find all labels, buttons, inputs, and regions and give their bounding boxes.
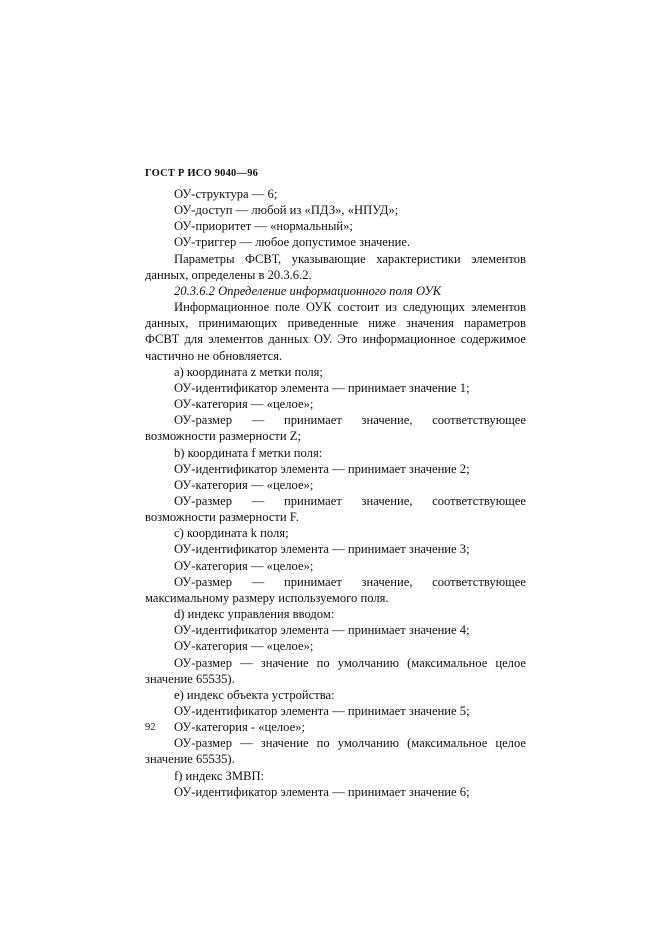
paragraph: ОУ-размер — принимает значение, соответствующее максимальному размеру используемого поля.: [145, 574, 526, 605]
paragraph: Информационное поле ОУК состоит из следующих элементов данных, принимающих приведенные ниже значения параметров ФСВТ для элементов данных ОУ. Это информационное содержимое частично не обновляется.: [145, 300, 526, 363]
paragraph: ОУ-идентификатор элемента — принимает значение 4;: [174, 623, 470, 638]
paragraph: ОУ-категория — «целое»;: [174, 558, 314, 573]
paragraph: ОУ-идентификатор элемента — принимает значение 2;: [174, 461, 470, 476]
paragraph: ОУ-категория - «целое»;: [174, 720, 305, 735]
paragraph: ОУ-идентификатор элемента — принимает значение 3;: [174, 542, 470, 557]
paragraph: ОУ-структура — 6;: [174, 187, 278, 201]
paragraph: ОУ-размер — принимает значение, соответствующее возможности размерности Z;: [145, 413, 526, 444]
page-body: [145, 186, 526, 800]
paragraph: ОУ-размер — принимает значение, соответствующее возможности размерности F.: [145, 493, 526, 525]
list-item: d) индекс управления вводом:: [174, 607, 335, 622]
paragraph: ОУ-доступ — любой из «ПДЗ», «НПУД»;: [174, 203, 399, 218]
paragraph: ОУ-приоритет — «нормальный»;: [174, 219, 353, 234]
paragraph: ОУ-размер — значение по умолчанию (максимальное целое значение 65535).: [145, 736, 526, 767]
paragraph: ОУ-размер — значение по умолчанию (максимальное целое значение 65535).: [145, 655, 526, 686]
paragraph: ОУ-идентификатор элемента — принимает значение 6;: [174, 784, 470, 799]
list-item: f) индекс ЗМВП:: [174, 768, 265, 783]
page-number: 92: [145, 722, 156, 733]
list-item: с) координата k поля;: [174, 526, 289, 541]
paragraph: ОУ-категория — «целое»;: [174, 639, 314, 654]
paragraph: ОУ-идентификатор элемента — принимает значение 1;: [174, 380, 470, 395]
list-item: b) координата f метки поля:: [174, 445, 323, 460]
paragraph: ОУ-триггер — любое допустимое значение.: [174, 235, 411, 250]
paragraph: ОУ-категория — «целое»;: [174, 397, 314, 412]
list-item: а) координата z метки поля;: [174, 364, 323, 379]
page-header: ГОСТ Р ИСО 9040—96: [145, 168, 259, 179]
paragraph: ОУ-идентификатор элемента — принимает значение 5;: [174, 704, 470, 718]
list-item: е) индекс объекта устройства:: [174, 687, 335, 702]
paragraph: Параметры ФСВТ, указывающие характеристики элементов данных, определены в 20.3.6.2.: [145, 251, 526, 282]
paragraph: ОУ-категория — «целое»;: [174, 477, 314, 492]
section-heading: 20.3.6.2 Определение информационного поля ОУК: [174, 283, 442, 298]
